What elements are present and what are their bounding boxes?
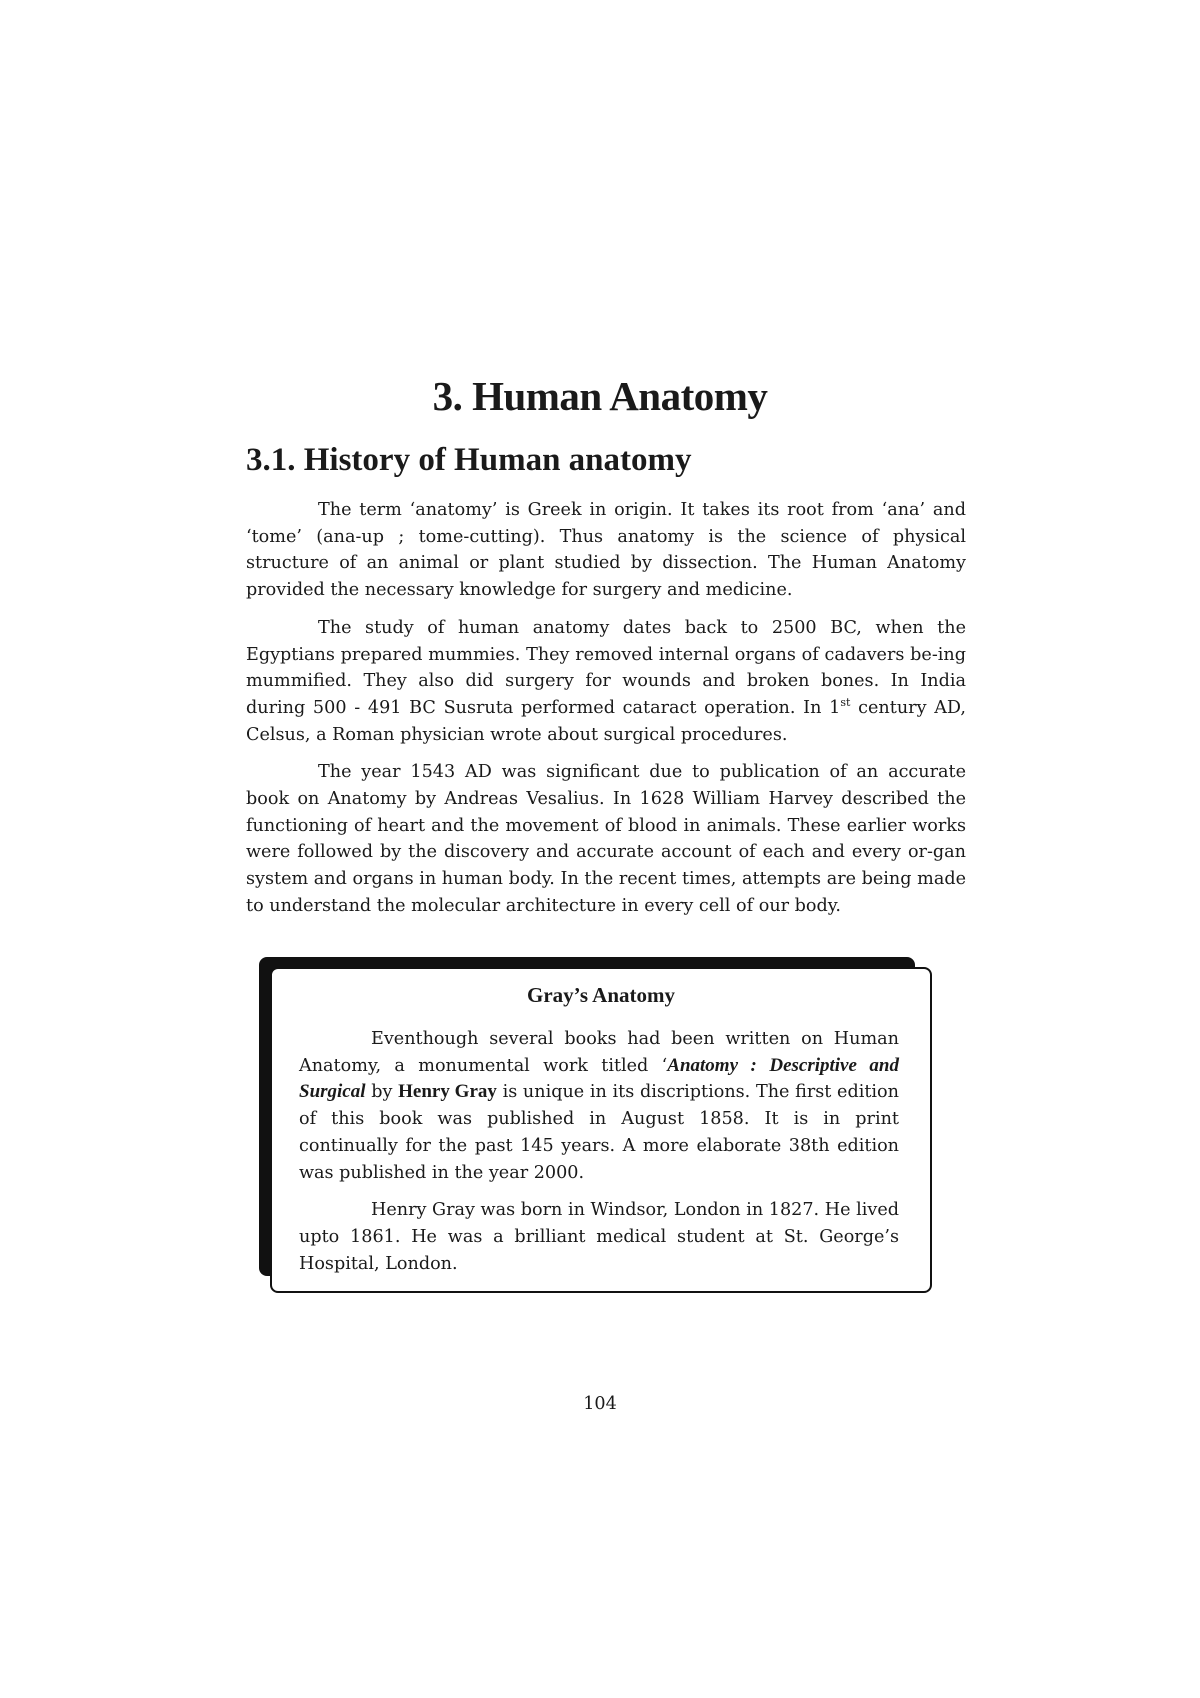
paragraph-1: The term ‘anatomy’ is Greek in origin. It takes its root from ‘ana’ and ‘tome’ (ana-up ; tome-cutting). Thus anatomy is the science of physical structure of an animal or plant studied by dissection. The Human Anatomy provided the necessary knowledge for surgery and medicine. xyxy=(246,500,966,601)
info-box-text-b: by xyxy=(365,1082,399,1103)
paragraph-2 xyxy=(246,615,966,749)
ordinal-superscript: st xyxy=(840,696,851,710)
body-text xyxy=(246,497,966,931)
paragraph-3: The year 1543 AD was significant due to publication of an accurate book on Anatomy by Andreas Vesalius. In 1628 William Harvey described the functioning of heart and the movement of blood in animals. These earlier works were followed by the discovery and accurate account of each and every or-gan system and organs in human body. In the recent times, attempts are being made to understand the molecular architecture in every cell of our body. xyxy=(246,762,966,916)
chapter-title: 3. Human Anatomy xyxy=(432,373,768,419)
info-box-text-a: Eventhough several books had been written on Human Anatomy, a monumental work titled ‘ xyxy=(299,1029,899,1076)
info-box-paragraph-2: Henry Gray was born in Windsor, London in 1827. He lived upto 1861. He was a brilliant medical student at St. George’s Hospital, London. xyxy=(299,1200,899,1274)
info-box-paragraph-1 xyxy=(299,1026,899,1186)
book-title: Anatomy : Descriptive and Surgical xyxy=(299,1054,900,1103)
section-title: 3.1. History of Human anatomy xyxy=(246,442,692,478)
author-name: Henry Gray xyxy=(398,1081,497,1103)
info-box-text xyxy=(299,1026,899,1288)
info-box xyxy=(270,967,932,1293)
info-box-title: Gray’s Anatomy xyxy=(527,983,675,1007)
paragraph-2-text-a: The study of human anatomy dates back to 2500 BC, when the Egyptians prepared mummies. They removed internal organs of cadavers be-ing mummified. They also did surgery for wounds and broken bones. In India during 500 - 491 BC Susruta performed cataract operation. In 1 xyxy=(246,617,966,718)
info-box-text-c: is unique in its discriptions. The first edition of this book was published in August 1858. It is in print continually for the past 145 years. A more elaborate 38th edition was published in the year 2000. xyxy=(299,1082,899,1183)
paragraph-2-text-b: century AD, Celsus, a Roman physician wrote about surgical procedures. xyxy=(246,697,966,745)
page-number: 104 xyxy=(583,1394,617,1414)
